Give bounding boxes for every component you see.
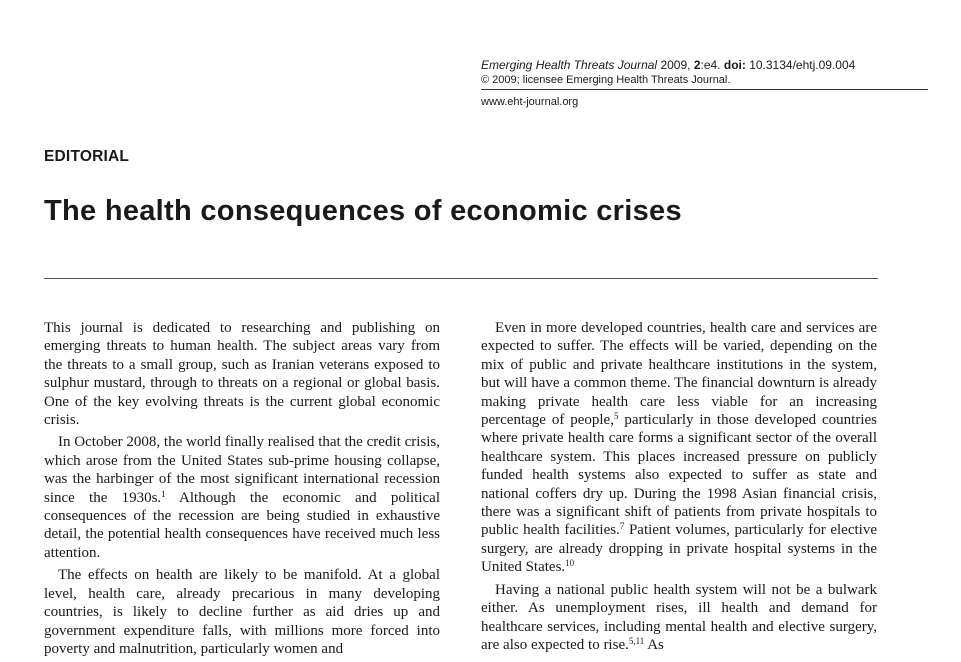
journal-name: Emerging Health Threats Journal xyxy=(481,58,658,72)
reference-5: 5 xyxy=(613,411,619,422)
copyright-line: © 2009; licensee Emerging Health Threats Journal. xyxy=(481,74,731,86)
title-rule xyxy=(44,278,878,279)
citation-volume: 2 xyxy=(693,58,701,72)
right-paragraph-2-text-a: Having a national public health system will not be a bulwark either. As unemployment rises, ill health and demand for healthcare services, including mental health and elective surgery, are also expected to rise. xyxy=(481,581,877,653)
citation-line xyxy=(481,58,928,73)
right-paragraph-2-text-b: As xyxy=(644,636,664,653)
reference-7: 7 xyxy=(619,521,625,532)
doi-value: 10.3134/ehtj.09.004 xyxy=(749,58,856,72)
doi-label: doi: xyxy=(723,58,746,72)
journal-header xyxy=(481,58,928,87)
journal-url: www.eht-journal.org xyxy=(481,96,579,108)
header-rule xyxy=(481,89,928,90)
right-paragraph-1-text-a: Even in more developed countries, health care and services are expected to suffer. The effects will be varied, depending on the mix of public and private healthcare institutions in the system, but will have a common theme. The financial downturn is already making private health care less viable for an increasing percentage of people, xyxy=(481,320,877,429)
reference-5-11: 5,11 xyxy=(628,635,645,646)
right-paragraph-1 xyxy=(481,319,877,577)
right-paragraph-2 xyxy=(481,581,877,655)
left-paragraph-2-text-b: Although the economic and political consequences of the recession are being studied in exhaustive detail, the potential health consequences have received much less attention. xyxy=(44,489,440,561)
right-column xyxy=(481,319,877,658)
citation-article-number: :e4. xyxy=(700,58,721,72)
left-paragraph-3: The effects on health are likely to be manifold. At a global level, health care, already precarious in many developing countries, is likely to decline further as aid dries up and government expenditure falls, with millions more forced into poverty and malnutrition, particularly women and xyxy=(44,567,440,657)
left-paragraph-2-text-a: In October 2008, the world finally realised that the credit crisis, which arose from the United States sub-prime housing collapse, was the harbinger of the most significant international recession since the 1930s. xyxy=(44,434,440,506)
reference-1: 1 xyxy=(161,488,166,499)
section-label: EDITORIAL xyxy=(44,148,130,165)
left-paragraph-1: This journal is dedicated to researching and publishing on emerging threats to human health. The subject areas vary from the threats to a small group, such as Iranian veterans exposed to sulphur mustard, through to threats on a regional or global basis. One of the key evolving threats is the current global economic crisis. xyxy=(44,320,440,429)
reference-10: 10 xyxy=(565,558,575,569)
article-title: The health consequences of economic crises xyxy=(44,195,682,227)
left-paragraph-2 xyxy=(44,433,440,562)
right-paragraph-1-text-b: particularly in those developed countries where private health care forms a significant sector of the overall healthcare system. This places increased pressure on publicly funded health systems also expected to suffer as state and national coffers dry up. During the 1998 Asian financial crisis, there was a significant shift of patients from private hospitals to public health facilities. xyxy=(481,412,877,539)
left-column xyxy=(44,319,440,662)
citation-year: 2009, xyxy=(660,58,691,72)
right-paragraph-1-text-c: Patient volumes, particularly for elective surgery, are already dropping in private hospital systems in the United States. xyxy=(481,522,877,576)
